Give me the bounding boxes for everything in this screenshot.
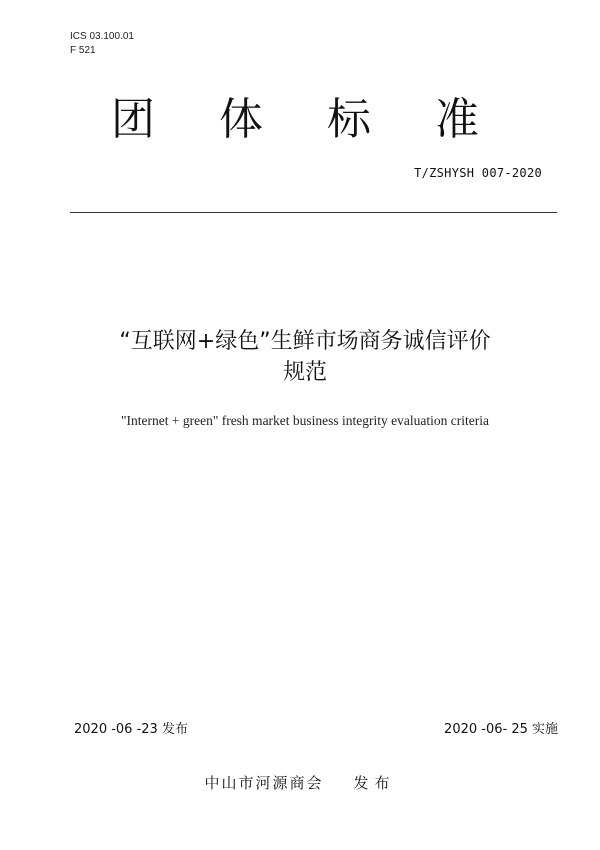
standard-number: T/ZSHYSH 007-2020 <box>414 166 542 180</box>
doc-type-char: 体 <box>219 94 263 145</box>
english-title: "Internet + green" fresh market business integrity evaluation criteria <box>120 413 489 428</box>
publisher-action: 发布 <box>353 774 396 792</box>
chinese-title-line-1: “互联网+绿色”生鲜市场商务诚信评价 <box>119 329 491 354</box>
ccs-code: F 521 <box>70 45 96 56</box>
ics-code: ICS 03.100.01 <box>70 31 134 42</box>
document-type-heading <box>105 92 485 148</box>
publisher-line <box>0 772 600 793</box>
chinese-title-line-2: 规范 <box>282 360 327 385</box>
issue-date: 2020 -06 -23 发布 <box>74 722 188 737</box>
header-divider <box>70 212 557 213</box>
doc-type-char: 团 <box>111 94 155 145</box>
publisher-organization: 中山市河源商会 <box>204 774 324 792</box>
doc-type-char: 标 <box>327 94 371 145</box>
implementation-date: 2020 -06- 25 实施 <box>444 722 558 737</box>
chinese-title <box>60 326 550 388</box>
classification-codes <box>70 30 134 58</box>
doc-type-char: 准 <box>435 94 479 145</box>
